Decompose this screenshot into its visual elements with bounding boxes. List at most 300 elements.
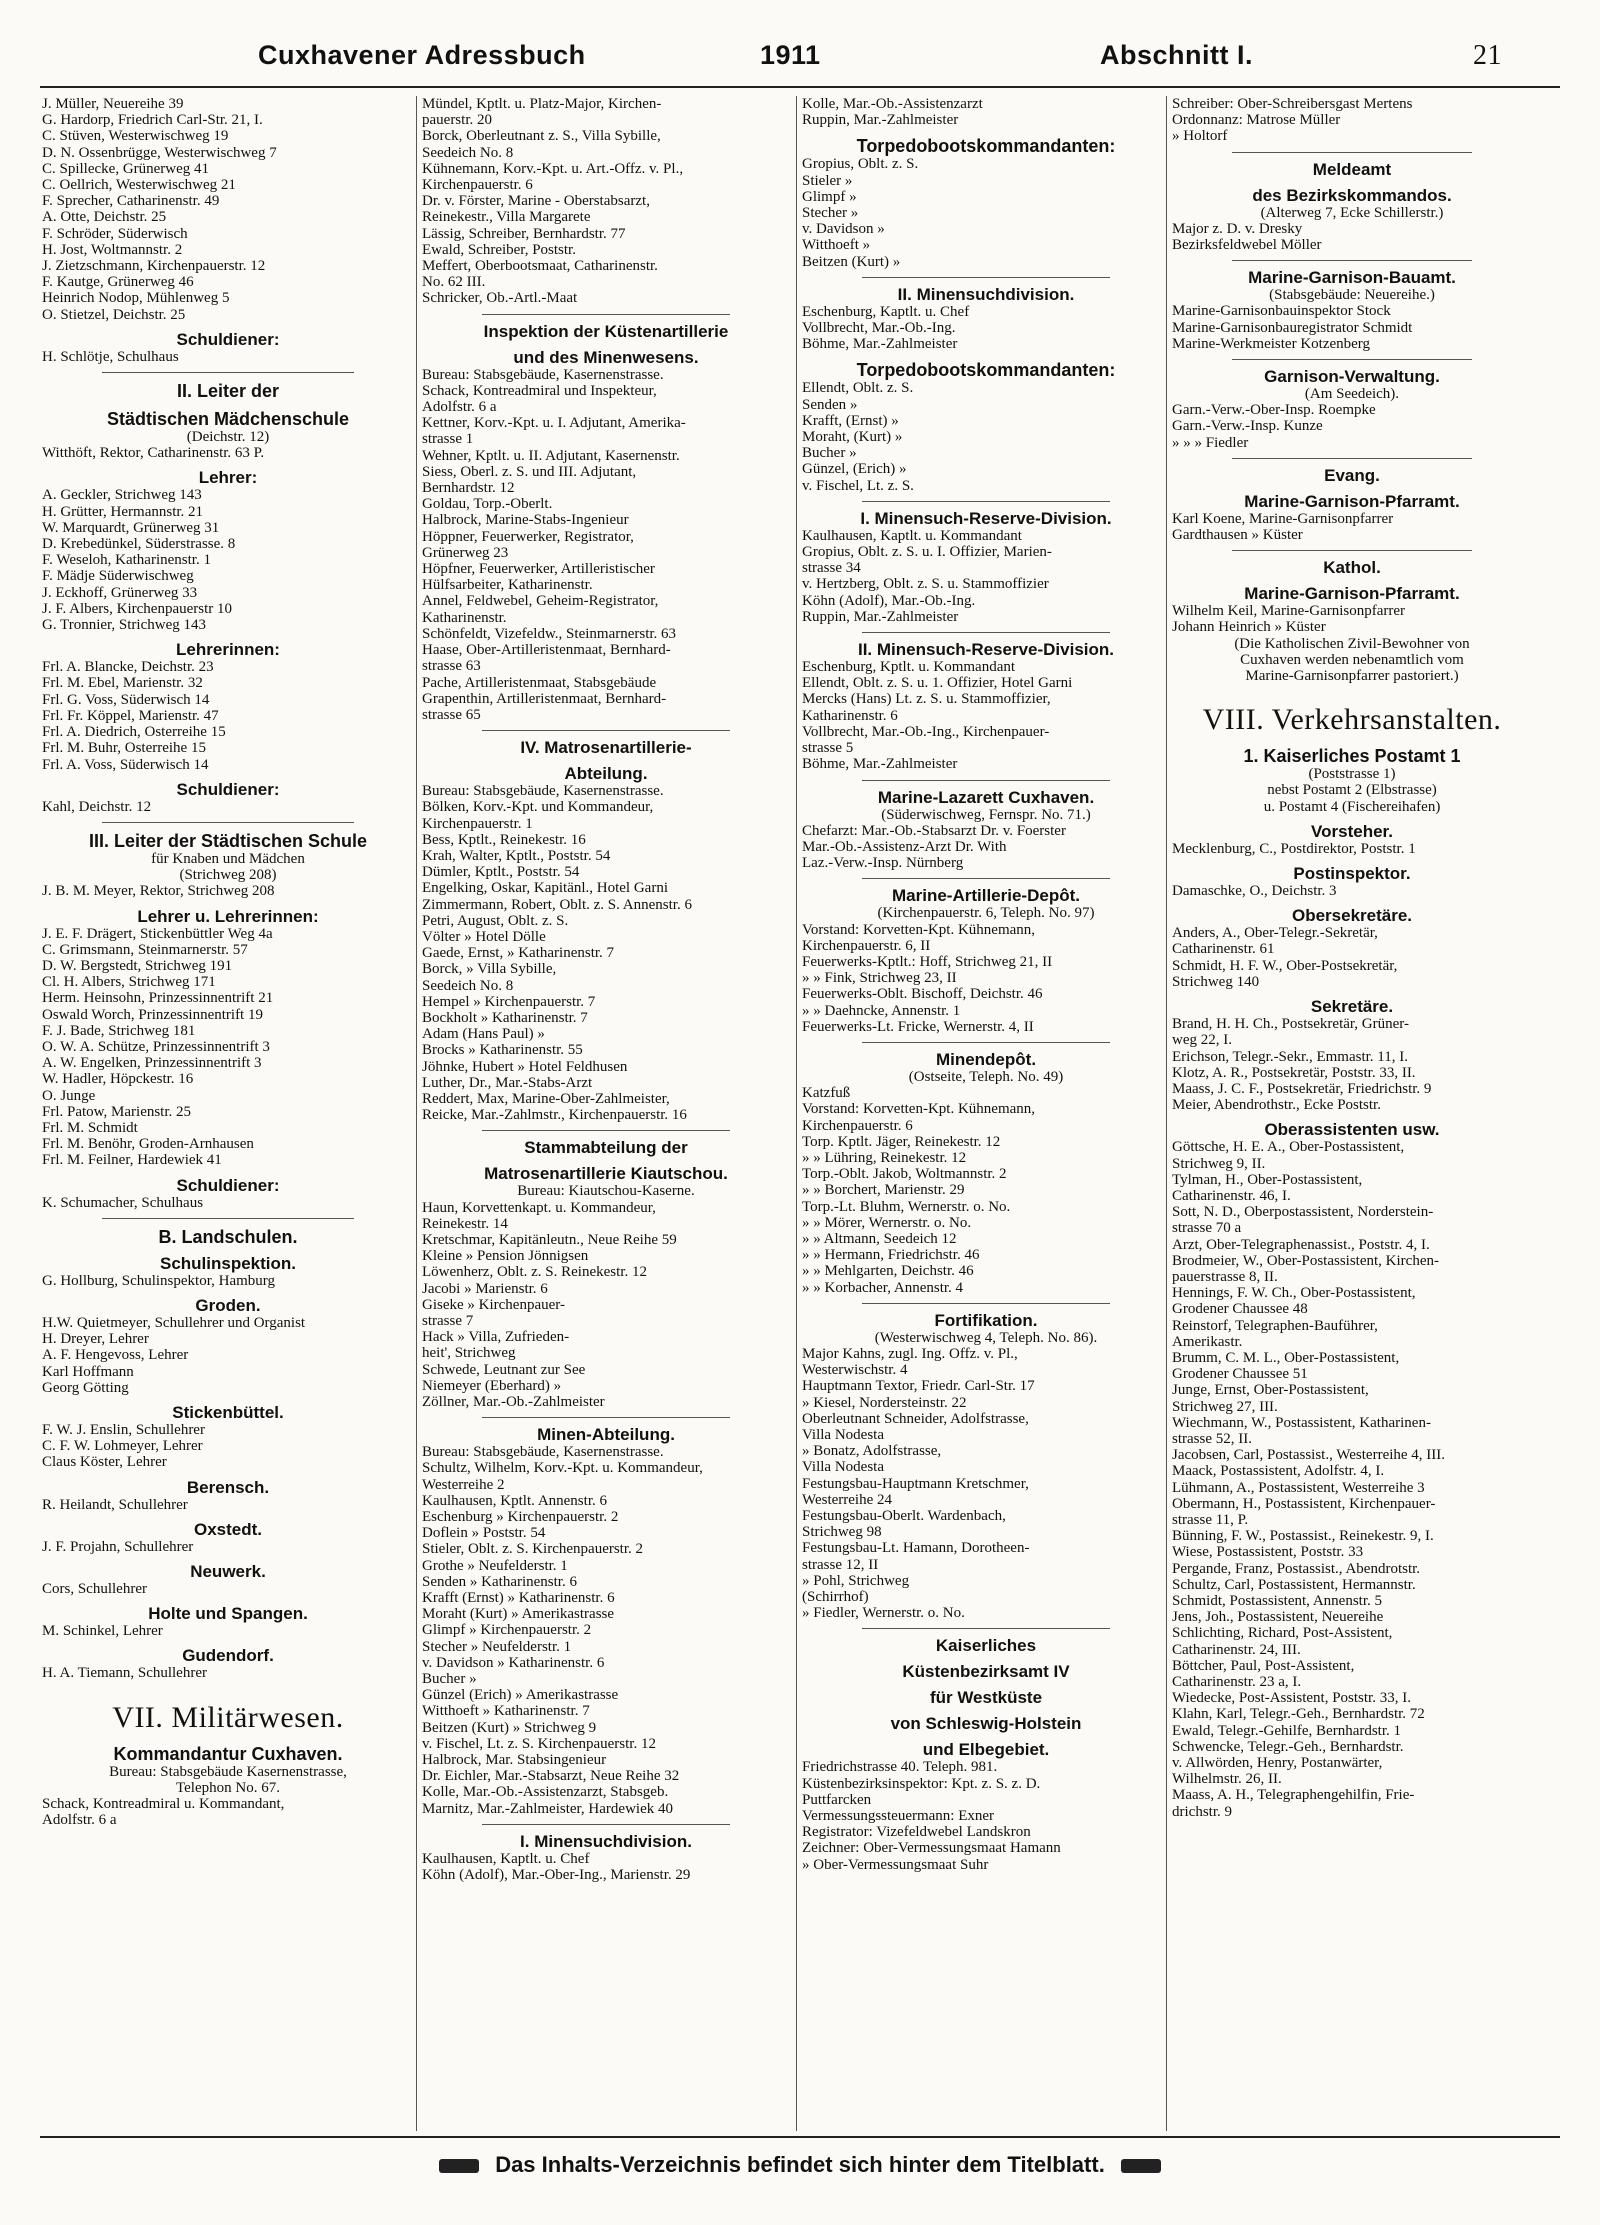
directory-entry: Heinrich Nodop, Mühlenweg 5 xyxy=(42,290,230,307)
directory-entry: M. Schinkel, Lehrer xyxy=(42,1623,163,1640)
directory-entry: F. W. J. Enslin, Schullehrer xyxy=(42,1421,205,1438)
section-heading: Kommandantur Cuxhaven. xyxy=(113,1743,343,1764)
directory-entry: Doflein » Poststr. 54 xyxy=(422,1525,546,1542)
directory-entry: heit', Strichweg xyxy=(422,1345,516,1362)
directory-entry: F. J. Bade, Strichweg 181 xyxy=(42,1022,196,1039)
section-heading: Lehrer: xyxy=(198,468,258,488)
directory-entry: A. Otte, Deichstr. 25 xyxy=(42,209,167,226)
directory-entry: Strichweg 98 xyxy=(802,1524,882,1541)
directory-entry: Kaulhausen, Kaptlt. u. Chef xyxy=(422,1850,590,1867)
directory-entry: Haun, Korvettenkapt. u. Kommandeur, xyxy=(422,1199,656,1216)
directory-entry: A. F. Hengevoss, Lehrer xyxy=(42,1347,189,1364)
directory-entry: Katharinenstr. 6 xyxy=(802,707,898,724)
directory-entry: Anders, A., Ober-Telegr.-Sekretär, xyxy=(1172,925,1378,942)
directory-entry: Hack » Villa, Zufrieden- xyxy=(422,1329,570,1346)
directory-entry: Eschenburg » Kirchenpauerstr. 2 xyxy=(422,1509,619,1526)
directory-entry: A. W. Engelken, Prinzessinnentrift 3 xyxy=(42,1055,262,1072)
directory-entry: Schönfeldt, Vizefeldw., Steinmarnerstr. 63 xyxy=(422,625,677,642)
directory-entry: Villa Nodesta xyxy=(802,1459,884,1476)
directory-entry: » » Fink, Strichweg 23, II xyxy=(802,970,957,987)
directory-entry: strasse 12, II xyxy=(802,1556,879,1573)
directory-entry: Torp.-Lt. Bluhm, Wernerstr. o. No. xyxy=(802,1198,1011,1215)
section-heading: und des Minenwesens. xyxy=(513,347,699,367)
section-note: (Deichstr. 12) xyxy=(186,429,270,446)
directory-entry: Frl. M. Buhr, Osterreihe 15 xyxy=(42,740,206,757)
directory-entry: G. Hollburg, Schulinspektor, Hamburg xyxy=(42,1272,275,1289)
directory-entry: Zöllner, Mar.-Ob.-Zahlmeister xyxy=(422,1394,605,1411)
section-heading: Matrosenartillerie Kiautschou. xyxy=(484,1164,728,1184)
directory-entry: F. Kautge, Grünerweg 46 xyxy=(42,274,194,291)
section-note: Telephon No. 67. xyxy=(176,1779,280,1796)
directory-entry: C. Grimsmann, Steinmarnerstr. 57 xyxy=(42,941,248,958)
directory-entry: Wiese, Postassistent, Poststr. 33 xyxy=(1172,1544,1364,1561)
section-heading: des Bezirkskommandos. xyxy=(1252,185,1452,205)
directory-entry: pauerstrasse 8, II. xyxy=(1172,1268,1278,1285)
directory-entry: C. Stüven, Westerwischweg 19 xyxy=(42,128,229,145)
directory-entry: Senden » Katharinenstr. 6 xyxy=(422,1573,577,1590)
directory-entry: strasse 34 xyxy=(802,560,861,577)
directory-entry: Seedeich No. 8 xyxy=(422,144,514,161)
directory-entry: Ordonnanz: Matrose Müller xyxy=(1172,112,1341,129)
directory-entry: Ellendt, Oblt. z. S. xyxy=(802,380,914,397)
section-note: Bureau: Stabsgebäude Kasernenstrasse, xyxy=(109,1763,347,1780)
section-heading: Marine-Garnison-Pfarramt. xyxy=(1244,584,1460,604)
directory-entry: Seedeich No. 8 xyxy=(422,977,514,994)
directory-entry: Oswald Worch, Prinzessinnentrift 19 xyxy=(42,1006,263,1023)
section-heading: Schuldiener: xyxy=(176,329,280,349)
directory-entry: Brodmeier, W., Ober-Postassistent, Kirchen- xyxy=(1172,1252,1439,1269)
section-heading: Städtischen Mädchenschule xyxy=(106,409,350,430)
directory-entry: Reinstorf, Telegraphen-Bauführer, xyxy=(1172,1317,1378,1334)
page-number: 21 xyxy=(1473,40,1502,71)
directory-entry: Bölken, Korv.-Kpt. und Kommandeur, xyxy=(422,799,654,816)
directory-entry: strasse 65 xyxy=(422,706,481,723)
section-heading: B. Landschulen. xyxy=(158,1226,298,1247)
directory-entry: Sott, N. D., Oberpostassistent, Norderstein- xyxy=(1172,1204,1434,1221)
directory-entry: Karl Hoffmann xyxy=(42,1363,134,1380)
directory-entry: » Ober-Vermessungsmaat Suhr xyxy=(802,1856,989,1873)
section-heading: Kathol. xyxy=(1323,558,1381,578)
directory-entry: Zeichner: Ober-Vermessungsmaat Hamann xyxy=(802,1840,1061,1857)
section-heading: Fortifikation. xyxy=(934,1310,1038,1330)
section-heading: Lehrer u. Lehrerinnen: xyxy=(137,906,319,926)
directory-entry: Marnitz, Mar.-Zahlmeister, Hardewiek 40 xyxy=(422,1800,673,1817)
directory-entry: H. Dreyer, Lehrer xyxy=(42,1331,149,1348)
directory-entry: Vorstand: Korvetten-Kpt. Kühnemann, xyxy=(802,1101,1036,1118)
directory-entry: Frl. Patow, Marienstr. 25 xyxy=(42,1103,192,1120)
directory-entry: Erichson, Telegr.-Sekr., Emmastr. 11, I. xyxy=(1172,1048,1408,1065)
directory-entry: Schack, Kontreadmiral und Inspekteur, xyxy=(422,382,657,399)
directory-entry: Strichweg 9, II. xyxy=(1172,1155,1266,1172)
directory-entry: Tylman, H., Ober-Postassistent, xyxy=(1172,1171,1363,1188)
directory-entry: Köhn (Adolf), Mar.-Ob.-Ing. xyxy=(802,592,976,609)
directory-entry: Schlichting, Richard, Post-Assistent, xyxy=(1172,1625,1393,1642)
directory-entry: Böttcher, Paul, Post-Assistent, xyxy=(1172,1657,1355,1674)
directory-entry: Meier, Abendrothstr., Ecke Poststr. xyxy=(1172,1097,1381,1114)
directory-entry: Bureau: Stabsgebäude, Kasernenstrasse. xyxy=(422,366,664,383)
directory-entry: (Schirrhof) xyxy=(802,1589,869,1606)
directory-entry: Kaulhausen, Kptlt. Annenstr. 6 xyxy=(422,1492,607,1509)
directory-entry: Vorstand: Korvetten-Kpt. Kühnemann, xyxy=(802,921,1036,938)
directory-entry: J. E. F. Drägert, Stickenbüttler Weg 4a xyxy=(42,925,273,942)
directory-entry: Kolle, Mar.-Ob.-Assistenzarzt xyxy=(802,96,983,112)
section-label: Abschnitt I. xyxy=(1100,40,1253,70)
section-heading: Garnison-Verwaltung. xyxy=(1264,367,1440,387)
directory-entry: Maass, J. C. F., Postsekretär, Friedrichstr. 9 xyxy=(1172,1080,1432,1097)
directory-entry: Krafft (Ernst) » Katharinenstr. 6 xyxy=(422,1590,615,1607)
directory-entry: Gropius, Oblt. z. S. xyxy=(802,156,919,173)
directory-entry: Frl. M. Schmidt xyxy=(42,1119,138,1136)
directory-entry: Adolfstr. 6 a xyxy=(422,399,497,416)
section-divider xyxy=(862,632,1110,633)
directory-entry: Witthöft, Rektor, Catharinenstr. 63 P. xyxy=(42,445,265,462)
directory-entry: Völter » Hotel Dölle xyxy=(422,928,546,945)
section-note: Marine-Garnisonpfarrer pastoriert.) xyxy=(1245,668,1459,685)
directory-entry: Herm. Heinsohn, Prinzessinnentrift 21 xyxy=(42,990,274,1007)
directory-entry: Höpfner, Feuerwerker, Artilleristischer xyxy=(422,561,655,578)
directory-entry: J. Müller, Neuereihe 39 xyxy=(42,96,184,112)
section-heading: Marine-Garnison-Bauamt. xyxy=(1248,268,1456,288)
directory-entry: Ruppin, Mar.-Zahlmeister xyxy=(802,112,959,129)
section-heading: Groden. xyxy=(195,1295,261,1315)
directory-entry: Stecher » xyxy=(802,205,859,222)
directory-entry: Kaulhausen, Kaptlt. u. Kommandant xyxy=(802,527,1022,544)
directory-entry: Dr. v. Förster, Marine - Oberstabsarzt, xyxy=(422,193,650,210)
directory-entry: C. Spillecke, Grünerweg 41 xyxy=(42,160,210,177)
section-note: (Ostseite, Teleph. No. 49) xyxy=(908,1068,1064,1085)
directory-entry: Luther, Dr., Mar.-Stabs-Arzt xyxy=(422,1074,593,1091)
directory-entry: » Fiedler, Wernerstr. o. No. xyxy=(802,1605,965,1622)
section-divider xyxy=(862,780,1110,781)
book-title: Cuxhavener Adressbuch xyxy=(258,40,586,70)
directory-entry: Küstenbezirksinspektor: Kpt. z. S. z. D. xyxy=(802,1775,1041,1792)
directory-entry: » » Korbacher, Annenstr. 4 xyxy=(802,1279,964,1296)
directory-entry: Bezirksfeldwebel Möller xyxy=(1172,237,1322,254)
directory-entry: Schultz, Wilhelm, Korv.-Kpt. u. Kommandeur, xyxy=(422,1460,703,1477)
section-divider xyxy=(1232,458,1472,459)
directory-entry: Halbrock, Marine-Stabs-Ingenieur xyxy=(422,512,629,529)
footer-text: Das Inhalts-Verzeichnis befindet sich hinter dem Titelblatt. xyxy=(495,2152,1105,2177)
directory-entry: R. Heilandt, Schullehrer xyxy=(42,1496,188,1513)
section-divider xyxy=(862,277,1110,278)
section-heading: Holte und Spangen. xyxy=(148,1604,308,1624)
header-rule xyxy=(40,86,1560,88)
directory-entry: Köhn (Adolf), Mar.-Ober-Ing., Marienstr. 29 xyxy=(422,1867,691,1884)
directory-entry: Höppner, Feuerwerker, Registrator, xyxy=(422,528,634,545)
column-divider xyxy=(1166,96,1167,2131)
column-2 xyxy=(422,96,790,2131)
directory-entry: Catharinenstr. 24, III. xyxy=(1172,1641,1301,1658)
section-heading: Berensch. xyxy=(186,1477,270,1497)
directory-entry: Moraht, (Kurt) » xyxy=(802,429,903,446)
directory-entry: v. Davidson » Katharinenstr. 6 xyxy=(422,1654,605,1671)
directory-entry: Zimmermann, Robert, Oblt. z. S. Annenstr. 6 xyxy=(422,896,692,913)
directory-entry: Amerikastr. xyxy=(1172,1333,1243,1350)
section-note: (Süderwischweg, Fernspr. No. 71.) xyxy=(881,806,1091,823)
directory-entry: C. Oellrich, Westerwischweg 21 xyxy=(42,177,236,194)
directory-entry: Strichweg 27, III. xyxy=(1172,1398,1278,1415)
section-divider xyxy=(862,878,1110,879)
directory-entry: Bucher » xyxy=(422,1671,477,1688)
year: 1911 xyxy=(760,40,821,70)
directory-entry: Kirchenpauerstr. 6 xyxy=(802,1117,913,1134)
section-heading: Torpedobootskommandanten: xyxy=(856,136,1116,157)
directory-entry: Kleine » Pension Jönnigsen xyxy=(422,1248,589,1265)
directory-entry: Lühmann, A., Postassistent, Westerreihe 3 xyxy=(1172,1479,1425,1496)
footer-note xyxy=(0,2152,1600,2178)
section-heading: II. Leiter der xyxy=(176,381,280,402)
directory-entry: strasse 70 a xyxy=(1172,1220,1242,1237)
directory-entry: Obermann, H., Postassistent, Kirchenpauer- xyxy=(1172,1495,1436,1512)
section-heading: 1. Kaiserliches Postamt 1 xyxy=(1243,746,1461,767)
directory-entry: Schricker, Ob.-Artl.-Maat xyxy=(422,290,578,307)
directory-entry: Witthoeft » xyxy=(802,237,871,254)
directory-entry: Grünerweg 23 xyxy=(422,544,509,561)
directory-entry: Garn.-Verw.-Ober-Insp. Roempke xyxy=(1172,402,1376,419)
directory-entry: D. W. Bergstedt, Strichweg 191 xyxy=(42,957,233,974)
directory-entry: Katharinenstr. xyxy=(422,609,507,626)
directory-entry: strasse 7 xyxy=(422,1313,474,1329)
directory-entry: Catharinenstr. 46, I. xyxy=(1172,1187,1291,1204)
directory-entry: H. Schlötje, Schulhaus xyxy=(42,348,179,365)
directory-entry: Bernhardstr. 12 xyxy=(422,480,515,497)
directory-entry: Torp.-Oblt. Jakob, Woltmannstr. 2 xyxy=(802,1166,1007,1183)
directory-entry: pauerstr. 20 xyxy=(422,112,492,129)
directory-entry: Brand, H. H. Ch., Postsekretär, Grüner- xyxy=(1172,1016,1409,1033)
directory-entry: Jacobsen, Carl, Postassist., Westerreihe 4, III. xyxy=(1172,1447,1446,1464)
directory-entry: Junge, Ernst, Ober-Postassistent, xyxy=(1172,1382,1369,1399)
directory-entry: Puttfarcken xyxy=(802,1791,872,1808)
directory-entry: Stieler » xyxy=(802,172,853,189)
directory-entry: » » » Fiedler xyxy=(1172,434,1249,451)
directory-entry: Claus Köster, Lehrer xyxy=(42,1454,167,1471)
directory-entry: Grothe » Neufelderstr. 1 xyxy=(422,1557,568,1574)
column-3 xyxy=(802,96,1170,2131)
directory-entry: Frl. Fr. Köppel, Marienstr. 47 xyxy=(42,707,219,724)
directory-entry: Niemeyer (Eberhard) » xyxy=(422,1377,562,1394)
directory-entry: Borck, » Villa Sybille, xyxy=(422,961,557,978)
directory-entry: Westerreihe 2 xyxy=(422,1476,505,1493)
directory-entry: Marine-Werkmeister Kotzenberg xyxy=(1172,335,1371,352)
directory-entry: Vollbrecht, Mar.-Ob.-Ing., Kirchenpauer- xyxy=(802,723,1050,740)
directory-entry: Major Kahns, zugl. Ing. Offz. v. Pl., xyxy=(802,1345,1018,1362)
section-heading: I. Minensuch-Reserve-Division. xyxy=(860,508,1112,528)
directory-entry: Kretschmar, Kapitänleutn., Neue Reihe 59 xyxy=(422,1231,677,1248)
section-heading: Abteilung. xyxy=(564,764,648,784)
directory-entry: Schultz, Carl, Postassistent, Hermannstr. xyxy=(1172,1576,1416,1593)
directory-entry: Frl. G. Voss, Süderwisch 14 xyxy=(42,691,210,708)
directory-entry: Kirchenpauerstr. 6 xyxy=(422,177,533,194)
directory-entry: H. Grütter, Hermannstr. 21 xyxy=(42,503,204,520)
directory-entry: W. Hadler, Höpckestr. 16 xyxy=(42,1071,194,1088)
directory-entry: Westerwischstr. 4 xyxy=(802,1362,908,1379)
section-heading: Inspektion der Küstenartillerie xyxy=(483,321,729,341)
directory-entry: H. A. Tiemann, Schullehrer xyxy=(42,1665,207,1682)
directory-entry: strasse 1 xyxy=(422,431,474,448)
column-1 xyxy=(42,96,414,2131)
section-note: (Die Katholischen Zivil-Bewohner von xyxy=(1234,635,1470,652)
directory-entry: Mündel, Kptlt. u. Platz-Major, Kirchen- xyxy=(422,96,662,112)
directory-entry: Damaschke, O., Deichstr. 3 xyxy=(1172,883,1337,900)
directory-entry: Stecher » Neufelderstr. 1 xyxy=(422,1638,572,1655)
directory-entry: Witthoeft » Katharinenstr. 7 xyxy=(422,1703,590,1720)
directory-entry: v. Hertzberg, Oblt. z. S. u. Stammoffizier xyxy=(802,576,1049,593)
section-note: für Knaben und Mädchen xyxy=(151,850,305,867)
directory-entry: Bureau: Stabsgebäude, Kasernenstrasse. xyxy=(422,1444,664,1461)
directory-entry: Stieler, Oblt. z. S. Kirchenpauerstr. 2 xyxy=(422,1541,644,1558)
directory-entry: Wiechmann, W., Postassistent, Katharinen- xyxy=(1172,1414,1431,1431)
directory-entry: C. F. W. Lohmeyer, Lehrer xyxy=(42,1438,203,1455)
directory-entry: Gropius, Oblt. z. S. u. I. Offizier, Marien- xyxy=(802,544,1052,561)
directory-entry: Hempel » Kirchenpauerstr. 7 xyxy=(422,993,596,1010)
section-heading: Marine-Lazarett Cuxhaven. xyxy=(877,787,1095,807)
directory-entry: Frl. M. Ebel, Marienstr. 32 xyxy=(42,675,203,692)
directory-entry: Festungsbau-Lt. Hamann, Dorotheen- xyxy=(802,1540,1030,1557)
section-note: Cuxhaven werden nebenamtlich vom xyxy=(1240,651,1464,668)
directory-entry: Günzel, (Erich) » xyxy=(802,461,907,478)
section-heading: Oberassistenten usw. xyxy=(1264,1120,1440,1140)
directory-entry: » » Daehncke, Annenstr. 1 xyxy=(802,1002,961,1019)
directory-entry: Oberleutnant Schneider, Adolfstrasse, xyxy=(802,1410,1029,1427)
section-heading: Kaiserliches xyxy=(935,1636,1037,1656)
page-header xyxy=(0,40,1600,80)
directory-entry: » » Mehlgarten, Deichstr. 46 xyxy=(802,1263,974,1280)
directory-entry: Marine-Garnisonbauinspektor Stock xyxy=(1172,303,1391,320)
directory-entry: A. Geckler, Strichweg 143 xyxy=(42,487,202,504)
section-divider xyxy=(1232,550,1472,551)
section-divider xyxy=(862,1042,1110,1043)
directory-entry: Arzt, Ober-Telegraphenassist., Poststr. 4, I. xyxy=(1172,1236,1430,1253)
section-heading: Torpedobootskommandanten: xyxy=(856,360,1116,381)
directory-entry: Frl. A. Diedrich, Osterreihe 15 xyxy=(42,724,226,741)
directory-entry: Giseke » Kirchenpauer- xyxy=(422,1296,565,1313)
directory-entry: O. Junge xyxy=(42,1087,96,1104)
directory-entry: Eschenburg, Kaptlt. u. Chef xyxy=(802,303,970,320)
directory-entry: J. Zietzschmann, Kirchenpauerstr. 12 xyxy=(42,258,266,275)
pointing-hand-icon xyxy=(1121,2159,1161,2173)
directory-entry: Cl. H. Albers, Strichweg 171 xyxy=(42,974,216,991)
directory-entry: Feuerwerks-Kptlt.: Hoff, Strichweg 21, II xyxy=(802,953,1053,970)
section-heading: Küstenbezirksamt IV xyxy=(902,1662,1070,1682)
directory-entry: Kühnemann, Korv.-Kpt. u. Art.-Offz. v. Pl., xyxy=(422,160,684,177)
directory-entry: Siess, Oberl. z. S. und III. Adjutant, xyxy=(422,463,637,480)
section-heading: Schulinspektion. xyxy=(159,1253,297,1273)
pointing-hand-icon xyxy=(439,2159,479,2173)
directory-entry: F. Sprecher, Catharinenstr. 49 xyxy=(42,193,220,210)
directory-entry: G. Tronnier, Strichweg 143 xyxy=(42,617,206,634)
directory-entry: Hülfsarbeiter, Katharinenstr. xyxy=(422,577,593,594)
directory-entry: J. Eckhoff, Grünerweg 33 xyxy=(42,584,198,601)
section-heading: von Schleswig-Holstein xyxy=(890,1714,1082,1734)
section-note: (Kirchenpauerstr. 6, Teleph. No. 97) xyxy=(877,905,1095,922)
directory-entry: Hauptmann Textor, Friedr. Carl-Str. 17 xyxy=(802,1378,1035,1395)
section-heading: Minendepôt. xyxy=(935,1049,1037,1069)
section-divider xyxy=(1232,152,1472,153)
directory-entry: Reicke, Mar.-Zahlmstr., Kirchenpauerstr. 16 xyxy=(422,1107,687,1124)
directory-entry: Schreiber: Ober-Schreibersgast Mertens xyxy=(1172,96,1413,112)
section-heading: VIII. Verkehrsanstalten. xyxy=(1202,703,1502,737)
directory-entry: Katzfuß xyxy=(802,1085,851,1102)
directory-entry: v. Fischel, Lt. z. S. xyxy=(802,477,914,494)
directory-entry: » » Hermann, Friedrichstr. 46 xyxy=(802,1247,980,1264)
section-divider xyxy=(482,1417,730,1418)
directory-entry: W. Marquardt, Grünerweg 31 xyxy=(42,519,220,536)
directory-entry: Mercks (Hans) Lt. z. S. u. Stammoffizier, xyxy=(802,691,1051,708)
directory-entry: Borck, Oberleutnant z. S., Villa Sybille, xyxy=(422,128,661,145)
section-divider xyxy=(1232,260,1472,261)
directory-entry: Kettner, Korv.-Kpt. u. I. Adjutant, Amerika- xyxy=(422,415,686,432)
directory-entry: v. Davidson » xyxy=(802,221,885,238)
directory-entry: Frl. A. Blancke, Deichstr. 23 xyxy=(42,659,214,676)
directory-entry: Dr. Eichler, Mar.-Stabsarzt, Neue Reihe 32 xyxy=(422,1768,680,1785)
section-divider xyxy=(862,501,1110,502)
directory-entry: Johann Heinrich » Küster xyxy=(1172,619,1326,636)
directory-entry: Reddert, Max, Marine-Ober-Zahlmeister, xyxy=(422,1090,670,1107)
directory-entry: Frl. M. Feilner, Hardewiek 41 xyxy=(42,1152,222,1169)
directory-entry: strasse 63 xyxy=(422,658,481,675)
section-heading: und Elbegebiet. xyxy=(922,1740,1050,1760)
directory-entry: Festungsbau-Hauptmann Kretschmer, xyxy=(802,1475,1029,1492)
directory-entry: Garn.-Verw.-Insp. Kunze xyxy=(1172,418,1323,435)
directory-entry: Haase, Ober-Artilleristenmaat, Bernhard- xyxy=(422,642,671,659)
directory-entry: Mecklenburg, C., Postdirektor, Poststr. 1 xyxy=(1172,840,1416,857)
directory-entry: Schack, Kontreadmiral u. Kommandant, xyxy=(42,1796,285,1813)
section-divider xyxy=(862,1303,1110,1304)
directory-entry: Marine-Garnisonbauregistrator Schmidt xyxy=(1172,319,1413,336)
directory-entry: Goldau, Torp.-Oberlt. xyxy=(422,496,553,513)
directory-entry: Wilhelmstr. 26, II. xyxy=(1172,1771,1282,1788)
directory-entry: Reinekestr. 14 xyxy=(422,1215,508,1232)
directory-entry: Krafft, (Ernst) » xyxy=(802,412,899,429)
directory-entry: No. 62 III. xyxy=(422,274,486,291)
directory-entry: Günzel (Erich) » Amerikastrasse xyxy=(422,1687,619,1704)
directory-entry: Major z. D. v. Dresky xyxy=(1172,220,1303,237)
directory-entry: O. Stietzel, Deichstr. 25 xyxy=(42,306,186,323)
directory-entry: Friedrichstrasse 40. Teleph. 981. xyxy=(802,1759,998,1776)
directory-entry: F. Weseloh, Katharinenstr. 1 xyxy=(42,552,211,569)
section-note: (Strichweg 208) xyxy=(179,867,277,884)
directory-entry: Brocks » Katharinenstr. 55 xyxy=(422,1042,583,1059)
directory-entry: Böhme, Mar.-Zahlmeister xyxy=(802,756,958,773)
section-note: nebst Postamt 2 (Elbstrasse) xyxy=(1267,782,1437,799)
directory-entry: Pergande, Franz, Postassist., Abendrotstr. xyxy=(1172,1560,1421,1577)
section-heading: Schuldiener: xyxy=(176,1175,280,1195)
section-heading: VII. Militärwesen. xyxy=(112,1700,344,1734)
section-heading: Evang. xyxy=(1324,465,1380,485)
directory-entry: Bureau: Stabsgebäude, Kasernenstrasse. xyxy=(422,783,664,800)
directory-entry: Gaede, Ernst, » Katharinenstr. 7 xyxy=(422,945,615,962)
directory-entry: Strichweg 140 xyxy=(1172,973,1260,990)
directory-entry: Böhme, Mar.-Zahlmeister xyxy=(802,336,958,353)
section-heading: I. Minensuchdivision. xyxy=(520,1831,692,1851)
section-heading: Minen-Abteilung. xyxy=(537,1425,675,1445)
section-note: (Stabsgebäude: Neuereihe.) xyxy=(1269,287,1435,304)
directory-entry: Grapenthin, Artilleristenmaat, Bernhard- xyxy=(422,690,667,707)
directory-entry: Jöhnke, Hubert » Hotel Feldhusen xyxy=(422,1058,628,1075)
directory-entry: » Kiesel, Nordersteinstr. 22 xyxy=(802,1394,967,1411)
section-heading: Lehrerinnen: xyxy=(176,640,280,660)
directory-entry: Schwede, Leutnant zur See xyxy=(422,1361,586,1378)
directory-entry: Kolle, Mar.-Ob.-Assistenzarzt, Stabsgeb. xyxy=(422,1784,669,1801)
section-heading: Postinspektor. xyxy=(1293,864,1411,884)
directory-entry: D. Krebedünkel, Süderstrasse. 8 xyxy=(42,536,236,553)
directory-entry: weg 22, I. xyxy=(1172,1032,1232,1049)
section-heading: Vorsteher. xyxy=(1311,821,1393,841)
directory-entry: Grodener Chaussee 48 xyxy=(1172,1301,1308,1318)
directory-entry: O. W. A. Schütze, Prinzessinnentrift 3 xyxy=(42,1038,270,1055)
directory-entry: Wehner, Kptlt. u. II. Adjutant, Kasernenstr. xyxy=(422,447,680,464)
directory-entry: strasse 11, P. xyxy=(1172,1511,1249,1528)
